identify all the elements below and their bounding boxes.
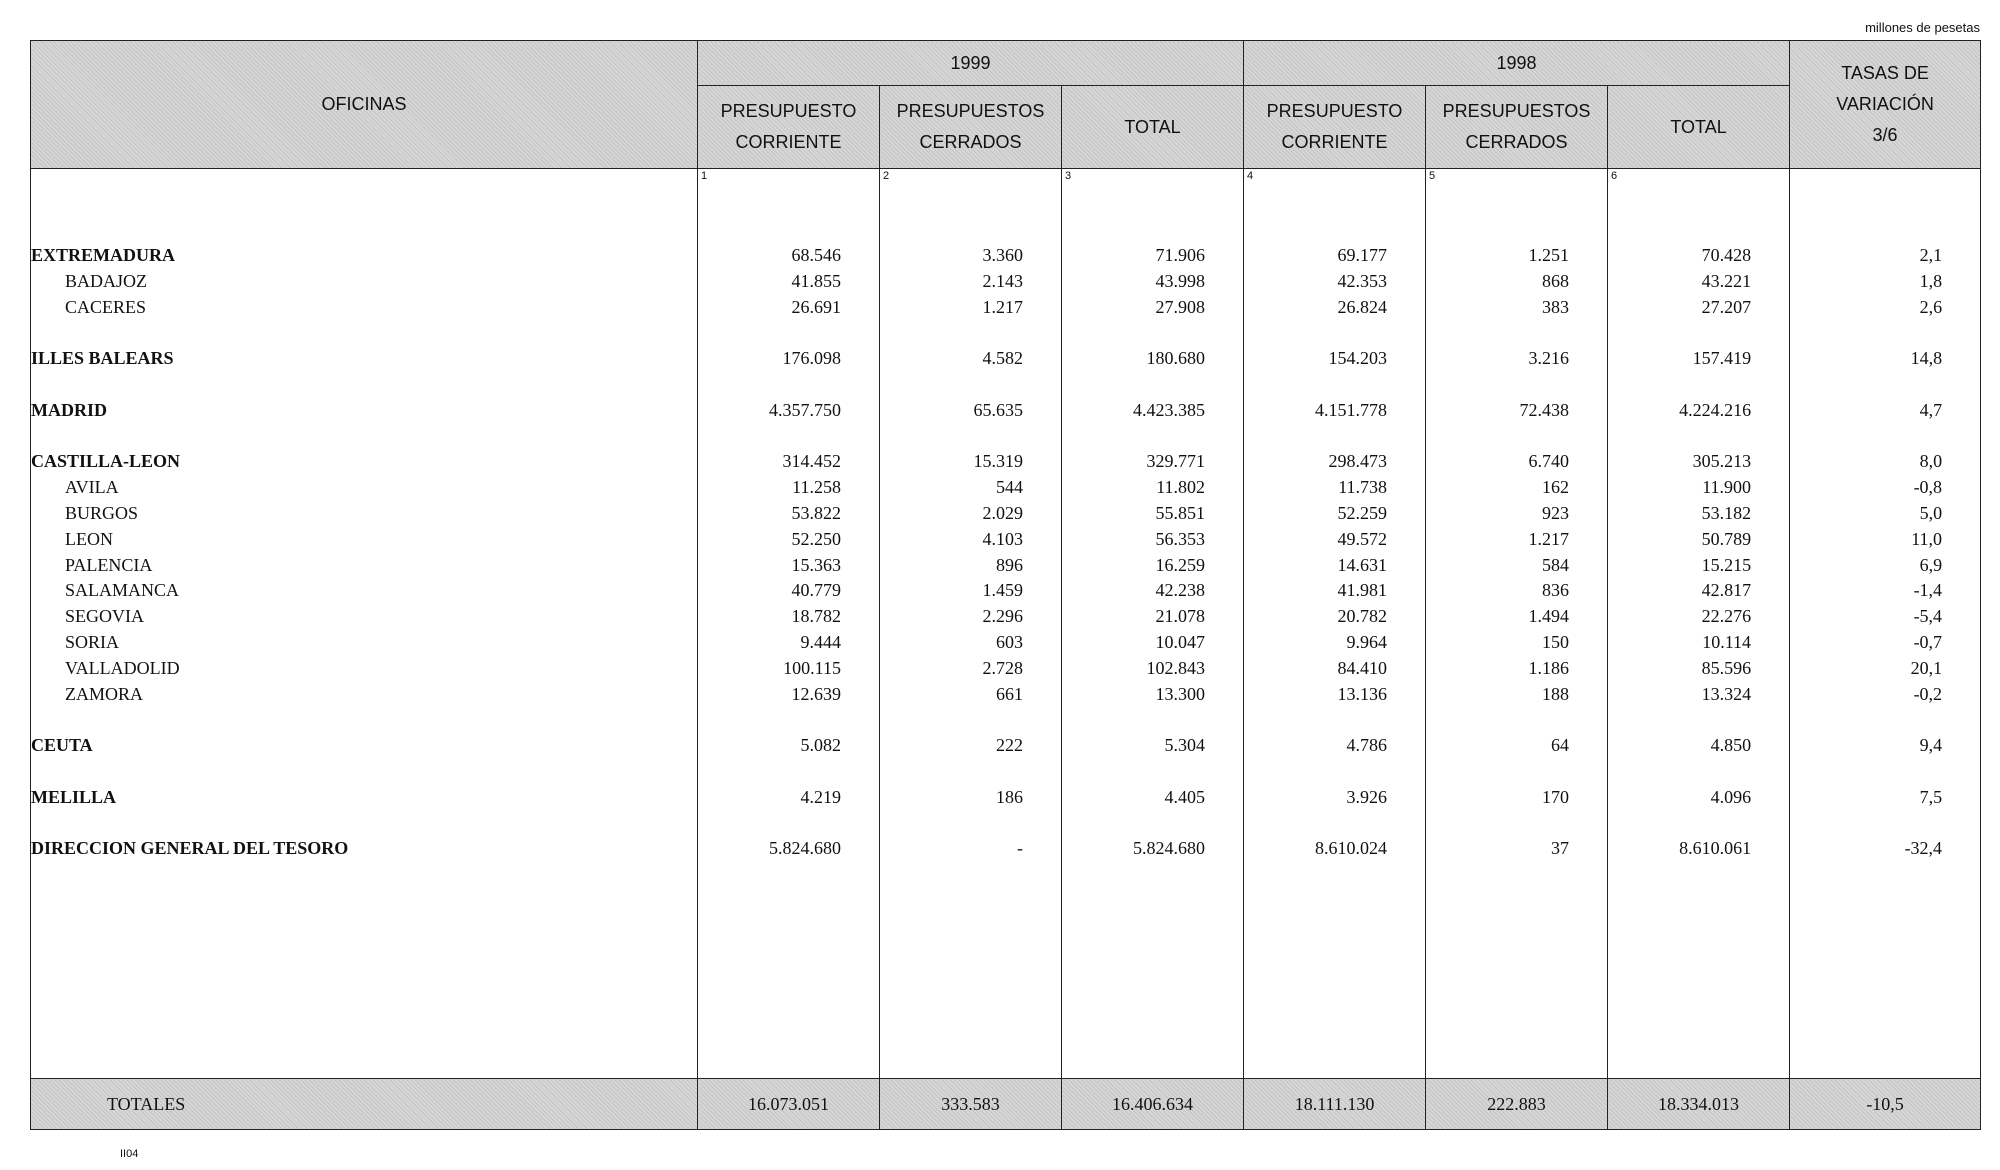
row-value: 12.639 [791, 683, 841, 704]
total-value: 16.073.051 [698, 1079, 880, 1130]
row-label: BADAJOZ [65, 270, 148, 291]
row-value: 4.357.750 [769, 399, 841, 420]
row-value: 42.238 [1155, 580, 1206, 601]
group-gap [1244, 320, 1425, 346]
row-rate: 7,5 [1919, 786, 1943, 807]
header-tasas-line1: TASAS DE [1841, 63, 1929, 83]
row-value: 50.789 [1701, 528, 1752, 549]
pc-line1: PRESUPUESTO [720, 101, 857, 121]
row-rate: -0,2 [1913, 683, 1943, 704]
row-label: AVILA [65, 477, 119, 498]
row-value: 49.572 [1337, 528, 1388, 549]
group-gap [1244, 707, 1425, 733]
header-tasas-line2: VARIACIÓN [1836, 94, 1934, 114]
group-gap [1790, 320, 1980, 346]
row-value: 923 [1542, 502, 1570, 523]
row-value: 154.203 [1328, 348, 1388, 369]
row-rate: 1,8 [1919, 270, 1943, 291]
group-gap [880, 811, 1061, 837]
group-gap [698, 372, 879, 398]
group-gap [1608, 372, 1789, 398]
blank-cell [1426, 862, 1608, 1079]
group-gap [1426, 759, 1607, 785]
group-gap [31, 811, 697, 837]
row-value: 584 [1542, 554, 1570, 575]
row-label: CEUTA [31, 735, 93, 756]
row-label: SEGOVIA [65, 606, 144, 627]
row-label: BURGOS [65, 502, 139, 523]
header-tasas [1790, 41, 1981, 169]
group-gap [1790, 759, 1980, 785]
value-column [1426, 191, 1608, 862]
row-value: 69.177 [1337, 245, 1388, 265]
pc-line2: CORRIENTE [1281, 132, 1388, 152]
row-value: 52.259 [1337, 502, 1388, 523]
value-column [1244, 191, 1426, 862]
row-value: 22.276 [1701, 606, 1752, 627]
row-rate: -0,7 [1913, 631, 1943, 652]
row-value: 11.802 [1156, 477, 1206, 498]
row-rate: -5,4 [1913, 606, 1943, 627]
row-value: 27.908 [1155, 296, 1206, 317]
row-value: 6.740 [1528, 451, 1570, 472]
row-value: 40.779 [791, 580, 841, 601]
row-value: 4.850 [1710, 735, 1752, 756]
header-pcr-1998 [1426, 86, 1608, 169]
pc-line2: CORRIENTE [735, 132, 842, 152]
group-gap [698, 320, 879, 346]
row-value: 1.217 [982, 296, 1023, 317]
row-value: 603 [996, 631, 1023, 652]
group-gap [880, 707, 1061, 733]
row-value: 222 [996, 735, 1023, 756]
row-label: DIRECCION GENERAL DEL TESORO [31, 838, 349, 859]
total-rate: -10,5 [1790, 1079, 1981, 1130]
row-value: 868 [1542, 270, 1570, 291]
row-value: 53.822 [791, 502, 841, 523]
row-value: 72.438 [1519, 399, 1570, 420]
row-value: 4.224.216 [1679, 399, 1752, 420]
group-gap [1608, 811, 1789, 837]
row-value: 13.324 [1701, 683, 1752, 704]
group-gap [31, 320, 697, 346]
row-value: 13.136 [1337, 683, 1388, 704]
row-value: 4.096 [1710, 786, 1752, 807]
group-gap [1244, 811, 1425, 837]
row-value: 329.771 [1146, 451, 1206, 472]
header-oficinas: OFICINAS [31, 41, 698, 169]
row-value: 661 [996, 683, 1023, 704]
total-value: 18.111.130 [1244, 1079, 1426, 1130]
row-value: 100.115 [783, 657, 841, 678]
row-value: 314.452 [782, 451, 841, 472]
group-gap [880, 372, 1061, 398]
col-index: 2 [880, 169, 1062, 192]
row-value: 65.635 [973, 399, 1023, 420]
header-total-1998: TOTAL [1608, 86, 1790, 169]
header-tasas-line3: 3/6 [1872, 125, 1898, 145]
row-value: 43.998 [1155, 270, 1206, 291]
header-year-1998: 1998 [1244, 41, 1790, 86]
group-gap [698, 424, 879, 450]
row-value: 3.216 [1528, 348, 1570, 369]
row-label: CASTILLA-LEON [31, 451, 181, 472]
group-gap [880, 320, 1061, 346]
header-pc-1999 [698, 86, 880, 169]
group-gap [1426, 372, 1607, 398]
header-year-1999: 1999 [698, 41, 1244, 86]
col-index: 1 [698, 169, 880, 192]
group-gap [1062, 372, 1243, 398]
row-value: 4.582 [982, 348, 1023, 369]
row-value: 26.691 [791, 296, 841, 317]
row-value: 5.824.680 [769, 838, 841, 859]
pcr-line1: PRESUPUESTOS [896, 101, 1045, 121]
blank-cell [698, 862, 880, 1079]
row-label: ILLES BALEARS [31, 348, 174, 369]
col-index: 6 [1608, 169, 1790, 192]
row-rate: -32,4 [1904, 838, 1943, 859]
group-gap [1608, 707, 1789, 733]
row-value: 53.182 [1701, 502, 1752, 523]
group-gap [1062, 320, 1243, 346]
budget-table [30, 40, 1981, 1130]
row-value: 41.981 [1337, 580, 1388, 601]
blank-cell [31, 862, 698, 1079]
row-value: 2.296 [982, 606, 1023, 627]
row-value: 84.410 [1337, 657, 1388, 678]
group-gap [1244, 424, 1425, 450]
group-gap [31, 372, 697, 398]
row-label: MADRID [31, 399, 107, 420]
row-label: LEON [65, 528, 113, 549]
row-label: PALENCIA [65, 554, 153, 575]
group-gap [1426, 424, 1607, 450]
row-value: 4.405 [1164, 786, 1206, 807]
row-rate: 9,4 [1919, 735, 1943, 756]
row-value: 11.900 [1702, 477, 1752, 498]
group-gap [1426, 320, 1607, 346]
totals-label: TOTALES [31, 1079, 698, 1130]
row-value: 4.103 [982, 528, 1023, 549]
value-column [1608, 191, 1790, 862]
row-value: 15.215 [1701, 554, 1752, 575]
row-value: 42.353 [1337, 270, 1388, 291]
row-value: 8.610.024 [1315, 838, 1388, 859]
row-value: 14.631 [1337, 554, 1388, 575]
group-gap [1790, 707, 1980, 733]
row-value: 10.114 [1702, 631, 1752, 652]
row-value: 43.221 [1701, 270, 1752, 291]
pcr-line1: PRESUPUESTOS [1442, 101, 1591, 121]
group-gap [880, 424, 1061, 450]
row-value: 10.047 [1155, 631, 1206, 652]
row-label: CACERES [65, 296, 147, 317]
col-index: 3 [1062, 169, 1244, 192]
row-value: 15.363 [791, 554, 841, 575]
blank-cell [1790, 862, 1981, 1079]
group-gap [698, 811, 879, 837]
row-value: 11.258 [792, 477, 841, 498]
unit-note: millones de pesetas [1865, 20, 1980, 35]
row-value: 4.786 [1346, 735, 1388, 756]
row-rate: 8,0 [1919, 451, 1943, 472]
group-gap [698, 759, 879, 785]
row-value: 68.546 [791, 245, 841, 265]
row-value: 70.428 [1701, 245, 1752, 265]
header-total-1999: TOTAL [1062, 86, 1244, 169]
row-rate: 6,9 [1919, 554, 1943, 575]
row-label: SORIA [65, 631, 120, 652]
index-blank [1790, 169, 1981, 192]
row-value: 52.250 [791, 528, 841, 549]
header-pc-1998 [1244, 86, 1426, 169]
pcr-line2: CERRADOS [919, 132, 1022, 152]
total-value: 16.406.634 [1062, 1079, 1244, 1130]
group-gap [1608, 424, 1789, 450]
row-value: 4.219 [800, 786, 841, 807]
row-value: 896 [996, 554, 1023, 575]
pc-line1: PRESUPUESTO [1266, 101, 1403, 121]
row-value: 102.843 [1146, 657, 1206, 678]
blank-cell [1244, 862, 1426, 1079]
footer-code: II04 [120, 1148, 139, 1160]
row-value: 13.300 [1155, 683, 1206, 704]
group-gap [698, 707, 879, 733]
row-value: 15.319 [973, 451, 1023, 472]
row-value: 5.824.680 [1133, 838, 1206, 859]
row-rate: 2,6 [1919, 296, 1943, 317]
row-value: 176.098 [782, 348, 841, 369]
row-value: 71.906 [1155, 245, 1206, 265]
row-value: 180.680 [1146, 348, 1206, 369]
group-gap [880, 759, 1061, 785]
row-value: 2.728 [982, 657, 1023, 678]
row-value: 9.444 [800, 631, 841, 652]
row-value: 21.078 [1155, 606, 1206, 627]
group-gap [1426, 707, 1607, 733]
row-value: 11.738 [1338, 477, 1388, 498]
row-rate: -1,4 [1913, 580, 1943, 601]
row-value: 41.855 [791, 270, 841, 291]
row-label: ZAMORA [65, 683, 144, 704]
group-gap [31, 759, 697, 785]
col-index: 4 [1244, 169, 1426, 192]
row-value: 1.459 [982, 580, 1023, 601]
blank-cell [1608, 862, 1790, 1079]
row-value: 1.494 [1528, 606, 1570, 627]
row-rate: -0,8 [1913, 477, 1943, 498]
row-value: 162 [1542, 477, 1570, 498]
row-value: 9.964 [1346, 631, 1388, 652]
group-gap [31, 707, 697, 733]
row-rate: 11,0 [1911, 528, 1943, 549]
header-pcr-1999 [880, 86, 1062, 169]
row-value: 64 [1551, 735, 1570, 756]
row-value: 4.423.385 [1133, 399, 1206, 420]
rate-column [1790, 191, 1981, 862]
group-gap [1062, 759, 1243, 785]
group-gap [1244, 759, 1425, 785]
label-column [31, 191, 698, 862]
total-value: 18.334.013 [1608, 1079, 1790, 1130]
row-value: 305.213 [1692, 451, 1752, 472]
row-value: 186 [996, 786, 1023, 807]
row-value: 544 [996, 477, 1023, 498]
row-value: 4.151.778 [1315, 399, 1388, 420]
group-gap [1790, 424, 1980, 450]
row-rate: 4,7 [1919, 399, 1943, 420]
row-value: 157.419 [1692, 348, 1752, 369]
row-value: 55.851 [1155, 502, 1206, 523]
group-gap [1790, 811, 1980, 837]
row-value: 37 [1551, 838, 1570, 859]
value-column [880, 191, 1062, 862]
group-gap [1608, 320, 1789, 346]
row-rate: 5,0 [1919, 502, 1943, 523]
row-value: 85.596 [1701, 657, 1752, 678]
row-rate: 20,1 [1910, 657, 1943, 678]
row-value: 1.186 [1528, 657, 1570, 678]
row-value: 383 [1542, 296, 1570, 317]
value-column [1062, 191, 1244, 862]
pcr-line2: CERRADOS [1465, 132, 1568, 152]
row-value: - [1017, 838, 1023, 859]
total-value: 333.583 [880, 1079, 1062, 1130]
row-value: 42.817 [1701, 580, 1752, 601]
index-blank [31, 169, 698, 192]
group-gap [1608, 759, 1789, 785]
row-value: 3.360 [982, 245, 1023, 265]
row-value: 188 [1542, 683, 1570, 704]
row-value: 170 [1542, 786, 1570, 807]
row-value: 298.473 [1328, 451, 1388, 472]
row-value: 5.082 [800, 735, 841, 756]
row-value: 26.824 [1337, 296, 1388, 317]
group-gap [31, 424, 697, 450]
group-gap [1062, 707, 1243, 733]
row-value: 2.143 [982, 270, 1023, 291]
group-gap [1790, 372, 1980, 398]
row-value: 16.259 [1155, 554, 1206, 575]
row-value: 20.782 [1337, 606, 1388, 627]
row-label: MELILLA [31, 786, 117, 807]
row-value: 27.207 [1701, 296, 1752, 317]
row-value: 56.353 [1155, 528, 1206, 549]
row-label: SALAMANCA [65, 580, 180, 601]
row-value: 150 [1542, 631, 1570, 652]
group-gap [1426, 811, 1607, 837]
group-gap [1244, 372, 1425, 398]
row-value: 8.610.061 [1679, 838, 1752, 859]
group-gap [1062, 811, 1243, 837]
row-value: 5.304 [1164, 735, 1206, 756]
blank-cell [1062, 862, 1244, 1079]
total-value: 222.883 [1426, 1079, 1608, 1130]
row-label: EXTREMADURA [31, 245, 175, 265]
row-value: 3.926 [1346, 786, 1388, 807]
blank-cell [880, 862, 1062, 1079]
row-value: 1.251 [1528, 245, 1570, 265]
row-value: 1.217 [1528, 528, 1570, 549]
row-rate: 14,8 [1910, 348, 1943, 369]
col-index: 5 [1426, 169, 1608, 192]
group-gap [1062, 424, 1243, 450]
row-value: 836 [1542, 580, 1570, 601]
row-rate: 2,1 [1919, 245, 1943, 265]
row-label: VALLADOLID [65, 657, 180, 678]
value-column [698, 191, 880, 862]
row-value: 18.782 [791, 606, 841, 627]
row-value: 2.029 [982, 502, 1023, 523]
